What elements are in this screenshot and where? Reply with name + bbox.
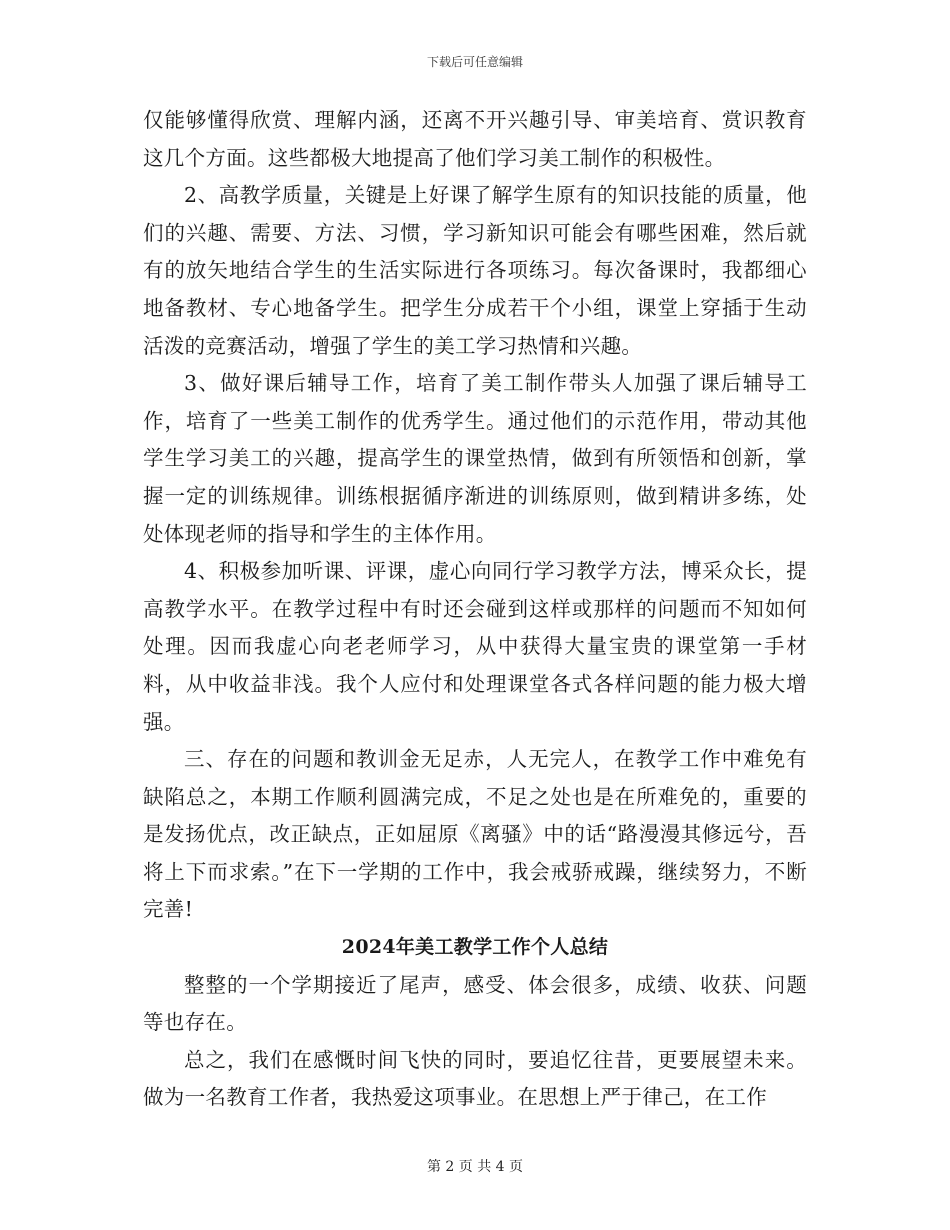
page-header-note: 下载后可任意编辑: [426, 55, 523, 69]
page-number: 第 2 页 共 4 页: [426, 1159, 524, 1175]
paragraph-4: 4、积极参加听课、评课，虚心向同行学习教学方法，博采众长，提高教学水平。在教学过程中有时还会碰到这样或那样的问题而不知如何处理。因而我虚心向老老师学习，从中获得大量宝贵的课堂第一手材料，从中收益非浅。我个人应付和处理课堂各式各样问题的能力极大增强。: [143, 559, 807, 734]
paragraph-3: 3、做好课后辅导工作，培育了美工制作带头人加强了课后辅导工作，培育了一些美工制作的优秀学生。通过他们的示范作用，带动其他学生学习美工的兴趣，提高学生的课堂热情，做到有所领悟和创新，掌握一定的训练规律。训练根据循序渐进的训练原则，做到精讲多练，处处体现老师的指导和学生的主体作用。: [143, 371, 807, 546]
paragraph-5: 三、存在的问题和教训金无足赤，人无完人，在教学工作中难免有缺陷总之，本期工作顺利圆满完成，不足之处也是在所难免的，重要的是发扬优点，改正缺点，正如屈原《离骚》中的话“路漫漫其修远兮，吾将上下而求索。”在下一学期的工作中，我会戒骄戒躁，继续努力，不断完善!: [143, 747, 807, 922]
document-body: [143, 102, 807, 1117]
paragraph-1: 仅能够懂得欣赏、理解内涵，还离不开兴趣引导、审美培育、赏识教育这几个方面。这些都极大地提高了他们学习美工制作的积极性。: [143, 108, 807, 170]
section-title: 2024年美工教学工作个人总结: [341, 936, 609, 959]
paragraph-7: 总之，我们在感慨时间飞快的同时，要追忆往昔，更要展望未来。做为一名教育工作者，我热爱这项事业。在思想上严于律己，在工作: [143, 1047, 807, 1110]
paragraph-2: 2、高教学质量，关键是上好课了解学生原有的知识技能的质量，他们的兴趣、需要、方法、习惯，学习新知识可能会有哪些困难，然后就有的放矢地结合学生的生活实际进行各项练习。每次备课时，我都细心地备教材、专心地备学生。把学生分成若干个小组，课堂上穿插于生动活泼的竞赛活动，增强了学生的美工学习热情和兴趣。: [143, 183, 807, 358]
paragraph-6: 整整的一个学期接近了尾声，感受、体会很多，成绩、收获、问题等也存在。: [143, 972, 807, 1035]
